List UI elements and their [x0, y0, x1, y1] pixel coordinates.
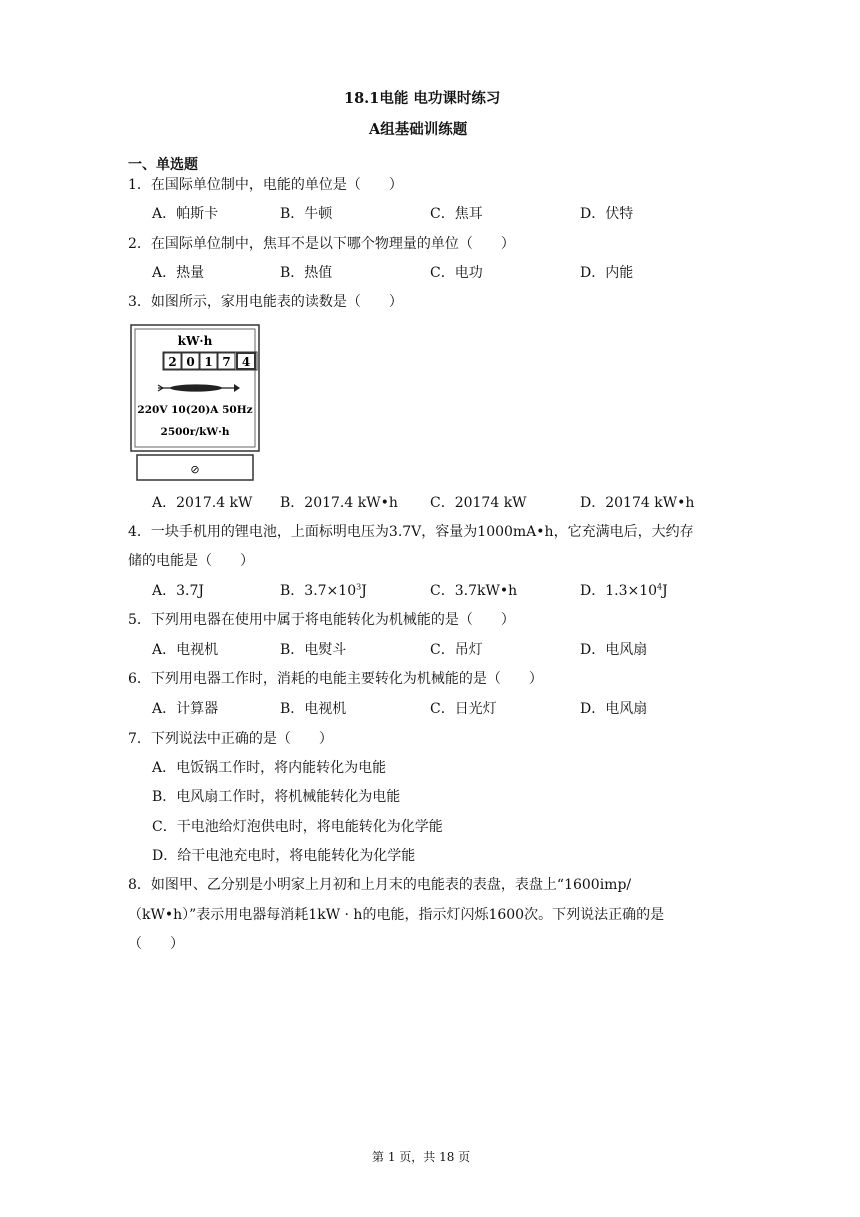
question-3-option-d: D．20174 kW•h [580, 495, 695, 511]
meter-knob-icon: ⊘ [190, 463, 200, 476]
option-d-exponent: 4 [657, 582, 663, 592]
option-d-unit: J [662, 583, 668, 599]
question-7-option-b: B．电风扇工作时，将机械能转化为电能 [152, 789, 401, 805]
question-6-option-b: B．电视机 [280, 701, 347, 717]
meter-digit: 0 [186, 355, 195, 369]
question-7-option-c: C．干电池给灯泡供电时，将电能转化为化学能 [152, 819, 443, 835]
option-d-base: D．1.3×10 [580, 583, 658, 599]
question-6-option-c: C．日光灯 [430, 701, 497, 717]
question-7-stem: 7．下列说法中正确的是（ ） [128, 731, 333, 747]
page-footer: 第 1 页，共 18 页 [372, 1150, 471, 1164]
question-5-option-c: C．吊灯 [430, 642, 483, 658]
question-6-option-d: D．电风扇 [580, 701, 648, 717]
question-1-option-c: C．焦耳 [430, 206, 483, 222]
question-6-stem: 6．下列用电器工作时，消耗的电能主要转化为机械能的是（ ） [128, 671, 543, 687]
option-b-unit: J [361, 583, 367, 599]
question-7-option-d: D．给干电池充电时，将电能转化为化学能 [152, 848, 416, 864]
question-8-stem-line-2: （kW•h）”表示用电器每消耗1kW · h的电能，指示灯闪烁1600次。下列说法正确的是 [128, 907, 665, 923]
question-5-stem: 5．下列用电器在使用中属于将电能转化为机械能的是（ ） [128, 612, 515, 628]
question-1-option-a: A．帕斯卡 [152, 206, 219, 222]
option-b-exponent: 3 [356, 582, 362, 592]
option-b-base: B．3.7×10 [280, 583, 357, 599]
question-2-stem: 2．在国际单位制中，焦耳不是以下哪个物理量的单位（ ） [128, 236, 515, 252]
page-title: 18.1电能 电功课时练习 [344, 90, 501, 107]
question-4-option-a: A．3.7J [152, 583, 204, 599]
question-4-option-c: C．3.7kW•h [430, 583, 518, 599]
question-5-option-d: D．电风扇 [580, 642, 648, 658]
question-4-option-d [580, 582, 668, 600]
meter-digit: 1 [204, 355, 213, 369]
electric-meter-figure [130, 324, 260, 482]
question-4-stem-line-1: 4．一块手机用的锂电池，上面标明电压为3.7V，容量为1000mA•h，它充满电后，大约存 [128, 524, 694, 540]
question-3-stem: 3．如图所示，家用电能表的读数是（ ） [128, 294, 403, 310]
section-heading: 一、单选题 [128, 157, 198, 173]
question-4-option-b [280, 582, 367, 600]
question-1-option-b: B．牛顿 [280, 206, 333, 222]
question-5-option-b: B．电熨斗 [280, 642, 347, 658]
meter-digit: 2 [168, 355, 177, 369]
meter-unit-label: kW·h [177, 334, 213, 348]
page-subtitle: A组基础训练题 [369, 121, 468, 138]
question-3-option-a: A．2017.4 kW [152, 495, 253, 511]
question-6-option-a: A．计算器 [152, 701, 219, 717]
question-8-stem-line-1: 8．如图甲、乙分别是小明家上月初和上月末的电能表的表盘，表盘上“1600imp/ [128, 877, 632, 893]
meter-rate-label: 2500r/kW·h [160, 426, 230, 438]
question-3-option-c: C．20174 kW [430, 495, 527, 511]
question-3-option-b: B．2017.4 kW•h [280, 495, 398, 511]
meter-digit-row [164, 353, 255, 369]
question-7-option-a: A．电饭锅工作时，将内能转化为电能 [152, 760, 387, 776]
question-2-option-c: C．电功 [430, 265, 483, 281]
meter-rotor-disc [158, 384, 240, 392]
question-5-option-a: A．电视机 [152, 642, 219, 658]
meter-digit-decimal: 4 [241, 355, 251, 369]
question-2-option-b: B．热值 [280, 265, 333, 281]
meter-spec-label: 220V 10(20)A 50Hz [137, 404, 253, 416]
question-1-stem: 1．在国际单位制中，电能的单位是（ ） [128, 177, 403, 193]
question-2-option-a: A．热量 [152, 265, 205, 281]
question-2-option-d: D．内能 [580, 265, 634, 281]
question-4-stem-line-2: 储的电能是（ ） [128, 553, 254, 569]
meter-digit: 7 [222, 355, 231, 369]
question-8-stem-line-3: （ ） [128, 936, 184, 952]
question-1-option-d: D．伏特 [580, 206, 634, 222]
